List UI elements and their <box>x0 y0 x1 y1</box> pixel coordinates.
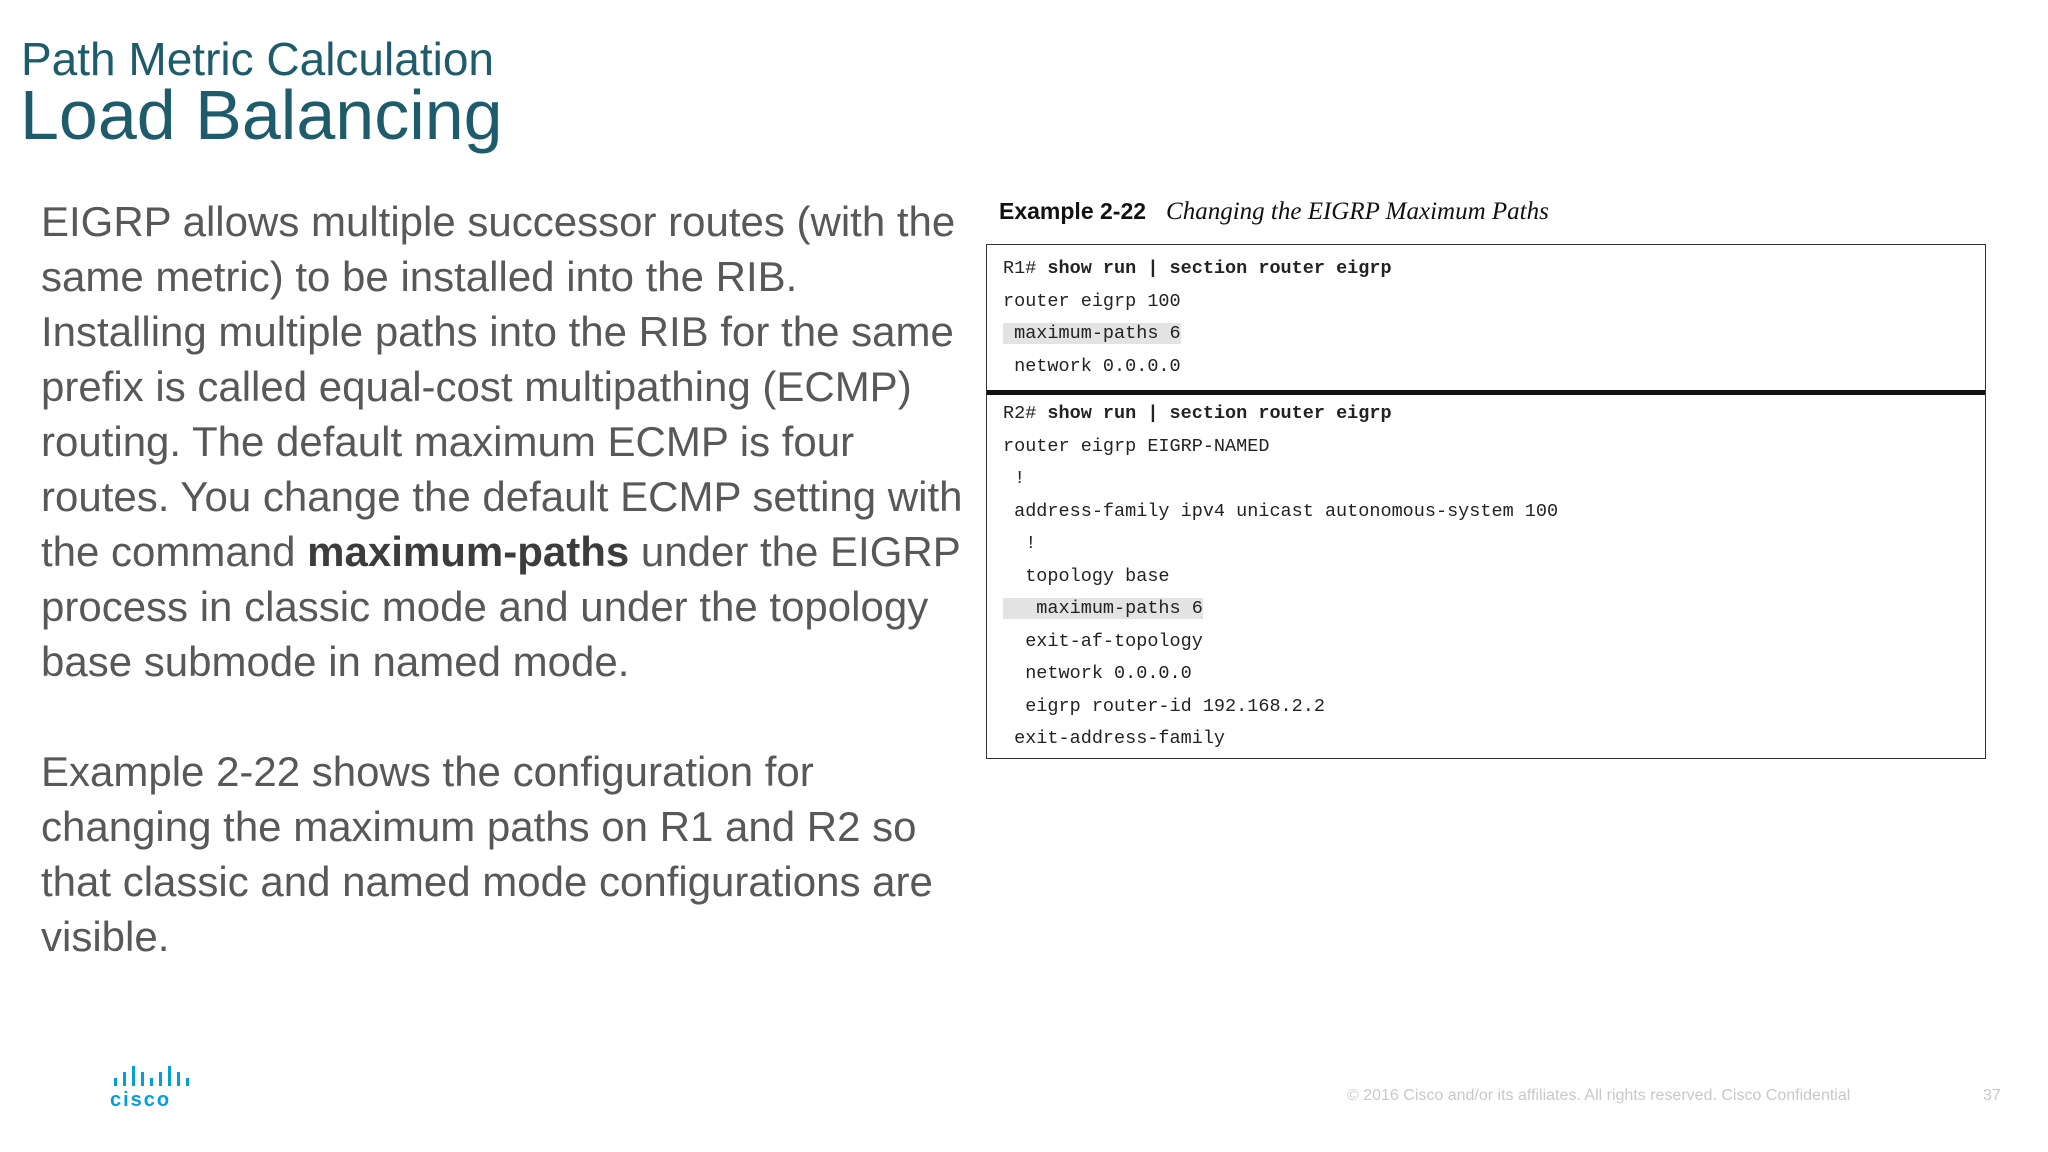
code-line: R2# show run | section router eigrp <box>1003 403 1392 424</box>
code-divider <box>987 390 1985 395</box>
r1-command: show run | section router eigrp <box>1047 258 1392 279</box>
example-number: Example 2-22 <box>999 198 1147 224</box>
code-line: exit-address-family <box>1003 728 1226 749</box>
body-paragraph-1: EIGRP allows multiple successor routes (with the same metric) to be installed into the RIB. Installing multiple paths into the RIB for the same prefix is called equal-cost multipathing (ECMP) routing. The default maximum ECMP is four routes. You change the default ECMP setting with the command maximum-paths under the EIGRP process in classic mode and under the topology base submode in named mode. <box>41 198 963 685</box>
r2-command: show run | section router eigrp <box>1047 403 1392 424</box>
code-line-highlighted: maximum-paths 6 <box>1003 598 1203 619</box>
code-line: R1# show run | section router eigrp <box>1003 258 1392 279</box>
code-line: network 0.0.0.0 <box>1003 663 1192 684</box>
code-line: eigrp router-id 192.168.2.2 <box>1003 695 1325 717</box>
code-line: exit-af-topology <box>1003 630 1203 652</box>
code-line: ! <box>1003 468 1026 489</box>
code-line: ! <box>1003 533 1037 554</box>
code-line: topology base <box>1003 565 1170 587</box>
page-number: 37 <box>1983 1087 2001 1104</box>
slide-title: Load Balancing <box>20 76 503 154</box>
command-keyword: maximum-paths <box>307 528 630 575</box>
example-title: Changing the EIGRP Maximum Paths <box>1166 198 1549 225</box>
body-paragraph-2: Example 2-22 shows the configuration for changing the maximum paths on R1 and R2 so that classic and named mode configurations are visible. <box>41 748 933 960</box>
code-line: router eigrp EIGRP-NAMED <box>1003 435 1270 457</box>
code-line: router eigrp 100 <box>1003 290 1181 312</box>
code-line: address-family ipv4 unicast autonomous-system 100 <box>1003 500 1559 522</box>
cisco-logo-text: cisco <box>110 1089 172 1111</box>
body-text <box>41 194 971 964</box>
example-caption <box>999 198 1549 226</box>
cisco-logo <box>110 1066 196 1114</box>
code-example-box <box>986 244 1986 759</box>
slide-subtitle: Path Metric Calculation <box>21 33 494 85</box>
code-line: network 0.0.0.0 <box>1003 355 1181 377</box>
cisco-logo-bars-icon <box>114 1066 196 1086</box>
copyright-notice: © 2016 Cisco and/or its affiliates. All rights reserved. Cisco Confidential <box>1347 1087 1851 1104</box>
r2-config-block <box>1003 398 1558 756</box>
code-line-highlighted: maximum-paths 6 <box>1003 323 1181 344</box>
r1-config-block <box>1003 253 1392 383</box>
